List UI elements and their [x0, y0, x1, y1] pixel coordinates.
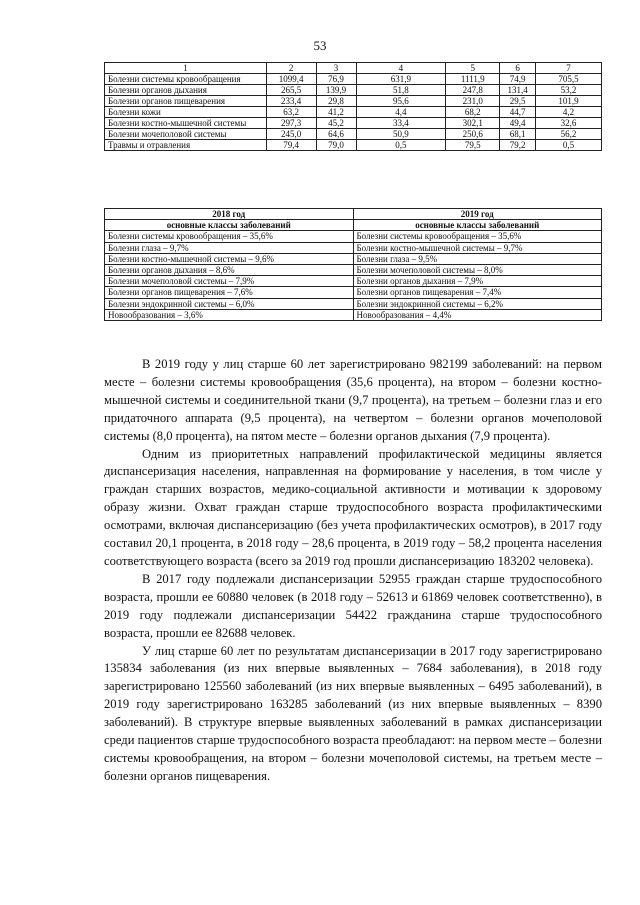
table-row [105, 140, 602, 151]
year-2019-header: 2019 год [353, 209, 602, 220]
table-row [105, 253, 602, 264]
class-2018-cell: Болезни эндокринной системы – 6,0% [105, 298, 354, 309]
column-number: 6 [500, 63, 536, 74]
paragraph: В 2019 году у лиц старше 60 лет зарегистрировано 982199 заболеваний: на первом месте – болезни системы кровообращения (35,6 процента), на втором – болезни костно-мышечной системы и соединительной ткани (9,7 процента), на третьем – болезни глаз и его придаточного аппарата (9,5 процента), на четвертом – болезни органов мочеполовой системы (8,0 процента), на пятом месте – болезни органов дыхания (7,9 процента). [104, 357, 602, 443]
row-label: Болезни мочеполовой системы [105, 129, 267, 140]
table-cell: 50,9 [356, 129, 446, 140]
table-header-row [105, 63, 602, 74]
table-row [105, 242, 602, 253]
table-cell: 95,6 [356, 96, 446, 107]
table-cell: 41,2 [316, 107, 356, 118]
class-2018-cell: Болезни глаза – 9,7% [105, 242, 354, 253]
page-number: 53 [313, 38, 327, 53]
table-cell: 56,2 [536, 129, 602, 140]
table-cell: 297,3 [266, 118, 316, 129]
class-2019-cell: Болезни органов пищеварения – 7,4% [353, 287, 602, 298]
disease-classes-table [104, 208, 602, 321]
paragraph: В 2017 году подлежали диспансеризации 52955 граждан старше трудоспособного возраста, прошли ее 60880 человек (в 2018 году – 52613 и 61869 человек соответственно), в 2019 году подлежали диспансеризации 54422 гражданина старше трудоспособного возраста, прошли ее 82688 человек. [104, 571, 602, 640]
table-cell: 63,2 [266, 107, 316, 118]
table-cell: 45,2 [316, 118, 356, 129]
column-number: 4 [356, 63, 446, 74]
class-2018-cell: Болезни мочеполовой системы – 7,9% [105, 276, 354, 287]
table-cell: 247,8 [446, 85, 500, 96]
table-row [105, 85, 602, 96]
column-number: 3 [316, 63, 356, 74]
table-row [105, 118, 602, 129]
table-cell: 1111,9 [446, 74, 500, 85]
row-label: Травмы и отравления [105, 140, 267, 151]
row-label: Болезни костно-мышечной системы [105, 118, 267, 129]
table-cell: 231,0 [446, 96, 500, 107]
table-cell: 33,4 [356, 118, 446, 129]
table-row [105, 265, 602, 276]
table-cell: 0,5 [356, 140, 446, 151]
column-number: 5 [446, 63, 500, 74]
row-label: Болезни кожи [105, 107, 267, 118]
class-2018-cell: Болезни системы кровообращения – 35,6% [105, 231, 354, 242]
table-row [105, 74, 602, 85]
class-2019-cell: Болезни костно-мышечной системы – 9,7% [353, 242, 602, 253]
table-cell: 79,4 [266, 140, 316, 151]
table-cell: 79,0 [316, 140, 356, 151]
table-cell: 49,4 [500, 118, 536, 129]
class-2019-cell: Болезни мочеполовой системы – 8,0% [353, 265, 602, 276]
row-label: Болезни органов дыхания [105, 85, 267, 96]
table-cell: 245,0 [266, 129, 316, 140]
table-cell: 631,9 [356, 74, 446, 85]
table-cell: 139,9 [316, 85, 356, 96]
morbidity-table [104, 62, 602, 151]
table-cell: 250,6 [446, 129, 500, 140]
table-cell: 79,5 [446, 140, 500, 151]
table-cell: 131,4 [500, 85, 536, 96]
table-row [105, 309, 602, 320]
table-cell: 51,8 [356, 85, 446, 96]
row-label: Болезни системы кровообращения [105, 74, 267, 85]
table-cell: 4,2 [536, 107, 602, 118]
table-cell: 68,2 [446, 107, 500, 118]
column-number: 7 [536, 63, 602, 74]
table-cell: 29,5 [500, 96, 536, 107]
table-cell: 1099,4 [266, 74, 316, 85]
body-text [104, 356, 602, 786]
table-cell: 74,9 [500, 74, 536, 85]
table-cell: 44,7 [500, 107, 536, 118]
class-2018-cell: Болезни органов дыхания – 8,6% [105, 265, 354, 276]
paragraph: У лиц старше 60 лет по результатам диспансеризации в 2017 году зарегистрировано 135834 заболевания (из них впервые выявленных – 7684 заболевания), в 2018 году зарегистрировано 125560 заболеваний (из них впервые выявленных – 6495 заболеваний), в 2019 году зарегистрировано 163285 заболеваний (из них впервые выявленных – 8390 заболеваний). В структуре впервые выявленных заболеваний в рамках диспансеризации среди пациентов старше трудоспособного возраста преобладают: на первом месте – болезни системы кровообращения, на втором – болезни мочеполовой системы, на третьем месте – болезни органов пищеварения. [104, 643, 602, 783]
table-row [105, 298, 602, 309]
class-2019-cell: Болезни органов дыхания – 7,9% [353, 276, 602, 287]
subheader-2018: основные классы заболеваний [105, 220, 354, 231]
table-row [105, 107, 602, 118]
table-row [105, 129, 602, 140]
class-2018-cell: Болезни костно-мышечной системы – 9,6% [105, 253, 354, 264]
table-cell: 4,4 [356, 107, 446, 118]
class-2019-cell: Новообразования – 4,4% [353, 309, 602, 320]
subheader-2019: основные классы заболеваний [353, 220, 602, 231]
table-cell: 64,6 [316, 129, 356, 140]
class-2018-cell: Болезни органов пищеварения – 7,6% [105, 287, 354, 298]
class-2019-cell: Болезни глаза – 9,5% [353, 253, 602, 264]
table-cell: 101,9 [536, 96, 602, 107]
paragraph: Одним из приоритетных направлений профилактической медицины является диспансеризация населения, направленная на формирование у населения, в том числе у граждан старших возрастов, медико-социальной активности и мотивации к здоровому образу жизни. Охват граждан старше трудоспособного возраста профилактическими осмотрами, включая диспансеризацию (без учета профилактических осмотров), в 2017 году составил 20,1 процента, в 2018 году – 28,6 процента, в 2019 году – 58,2 процента населения соответствующего возраста (всего за 2019 год прошли диспансеризацию 183202 человека). [104, 446, 602, 568]
class-2019-cell: Болезни эндокринной системы – 6,2% [353, 298, 602, 309]
table-cell: 76,9 [316, 74, 356, 85]
table-cell: 265,5 [266, 85, 316, 96]
class-2018-cell: Новообразования – 3,6% [105, 309, 354, 320]
column-number: 2 [266, 63, 316, 74]
table-cell: 79,2 [500, 140, 536, 151]
table-row [105, 287, 602, 298]
table-row [105, 276, 602, 287]
table-row [105, 96, 602, 107]
column-number: 1 [105, 63, 267, 74]
table-cell: 53,2 [536, 85, 602, 96]
row-label: Болезни органов пищеварения [105, 96, 267, 107]
table-row [105, 231, 602, 242]
table-cell: 29,8 [316, 96, 356, 107]
table-cell: 705,5 [536, 74, 602, 85]
table-cell: 0,5 [536, 140, 602, 151]
table-cell: 302,1 [446, 118, 500, 129]
table-cell: 68,1 [500, 129, 536, 140]
year-2018-header: 2018 год [105, 209, 354, 220]
class-2019-cell: Болезни системы кровообращения – 35,6% [353, 231, 602, 242]
table-cell: 233,4 [266, 96, 316, 107]
table-cell: 32,6 [536, 118, 602, 129]
